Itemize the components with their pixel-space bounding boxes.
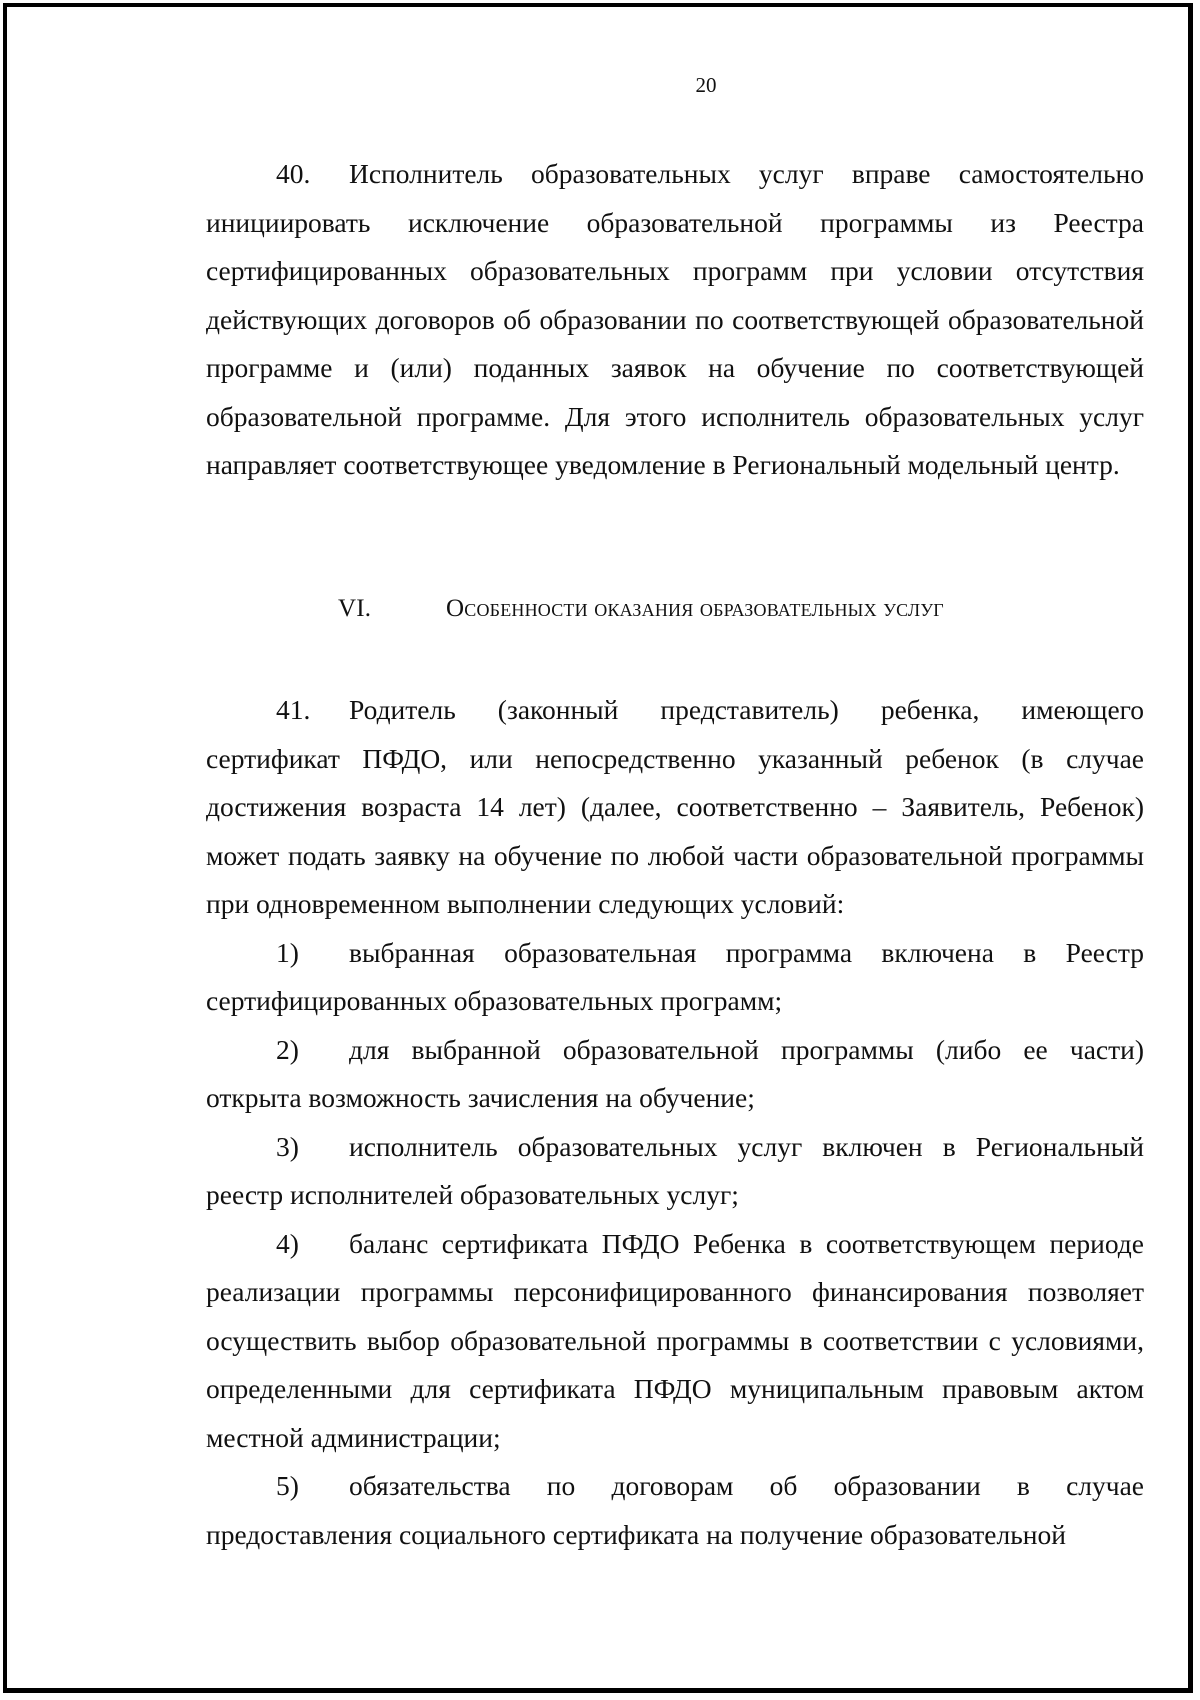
- condition-text: выбранная образовательная программа включена в Реестр сертифицированных образовательных программ;: [206, 936, 1144, 1016]
- condition-item: [206, 1123, 1144, 1220]
- clause-40: [206, 150, 1144, 490]
- condition-text: баланс сертификата ПФДО Ребенка в соответствующем периоде реализации программы персонифицированного финансирования позволяет осуществить выбор образовательной программы в соответствии с условиями, определенными для сертификата ПФДО муниципальным правовым актом местной администрации;: [206, 1227, 1144, 1453]
- condition-marker: 1): [276, 936, 299, 968]
- clause-text: Исполнитель образовательных услуг вправе самостоятельно инициировать исключение образовательной программы из Реестра сертифицированных образовательных программ при условии отсутствия действующих договоров об образовании по соответствующей образовательной программе и (или) поданных заявок на обучение по соответствующей образовательной программе. Для этого исполнитель образовательных услуг направляет соответствующее уведомление в Региональный модельный центр.: [206, 158, 1144, 480]
- clause-number: 41.: [276, 694, 311, 725]
- condition-text: обязательства по договорам об образовании в случае предоставления социального сертификата на получение образовательной: [206, 1470, 1144, 1550]
- clause-40-block: [206, 150, 1144, 490]
- clause-text: Родитель (законный представитель) ребенка, имеющего сертификат ПФДО, или непосредственно указанный ребенок (в случае достижения возраста 14 лет) (далее, соответственно – Заявитель, Ребенок) может подать заявку на обучение по любой части образовательной программы при одновременном выполнении следующих условий:: [206, 694, 1144, 919]
- section-numeral: VI.: [338, 595, 372, 622]
- condition-marker: 3): [276, 1130, 299, 1162]
- clause-41-block: [206, 686, 1144, 1559]
- condition-marker: 4): [276, 1227, 299, 1259]
- condition-item: [206, 1220, 1144, 1463]
- section-title: Особенности оказания образовательных услуг: [446, 595, 944, 622]
- section-heading: [338, 595, 944, 623]
- page-number: 20: [695, 73, 717, 97]
- condition-text: для выбранной образовательной программы (либо ее части) открыта возможность зачисления на обучение;: [206, 1033, 1144, 1113]
- condition-marker: 2): [276, 1033, 299, 1065]
- condition-item: [206, 1026, 1144, 1123]
- clause-number: 40.: [276, 158, 311, 189]
- condition-item: [206, 1462, 1144, 1559]
- condition-marker: 5): [276, 1470, 299, 1501]
- condition-text: исполнитель образовательных услуг включен в Региональный реестр исполнителей образовательных услуг;: [206, 1130, 1144, 1210]
- clause-41: [206, 686, 1144, 929]
- condition-item: [206, 929, 1144, 1026]
